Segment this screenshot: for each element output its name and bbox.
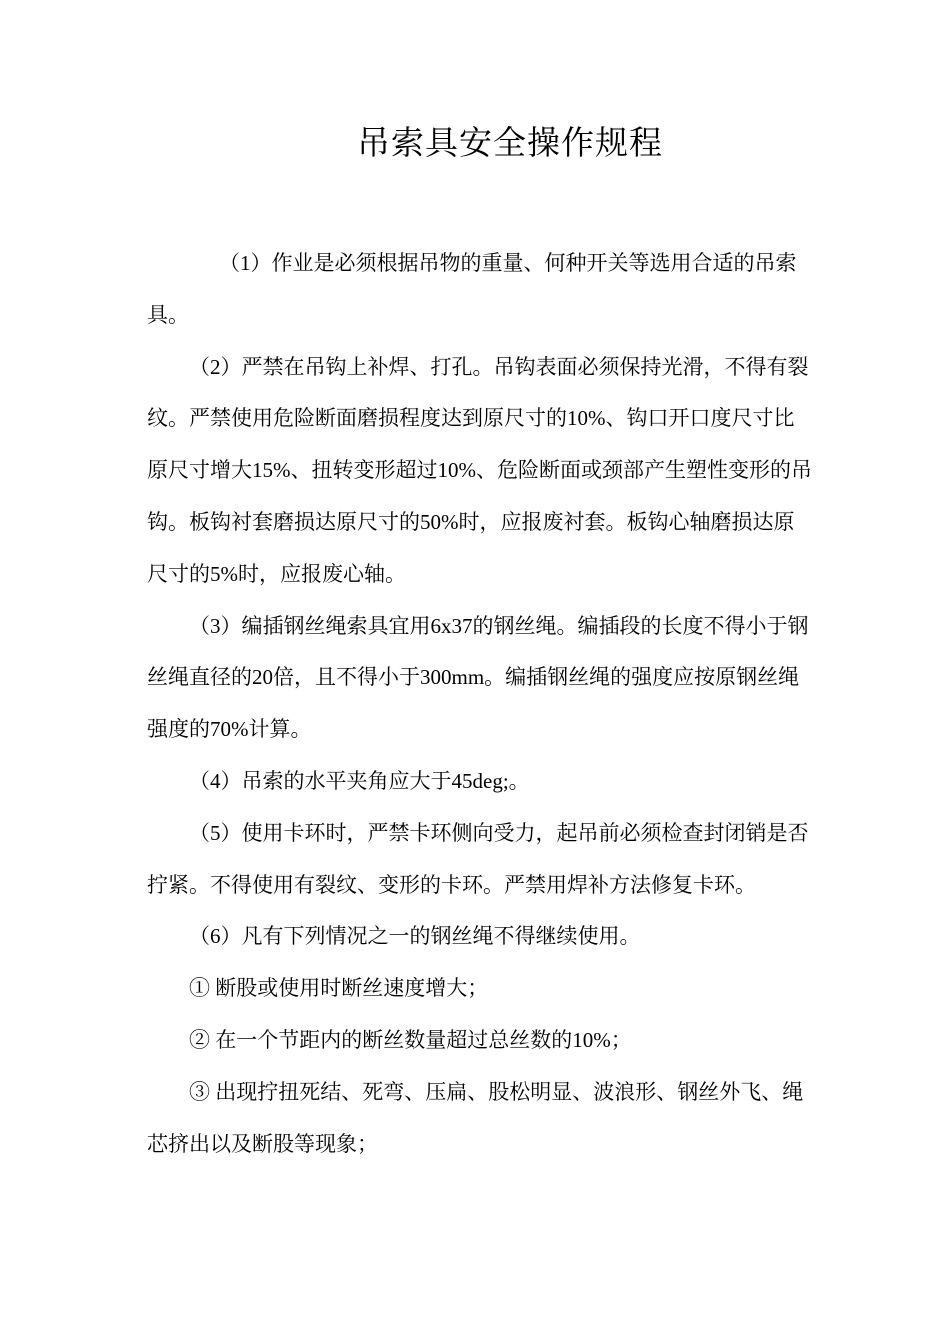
document-title: 吊索具安全操作规程 bbox=[357, 126, 663, 162]
paragraph-5: （5）使用卡环时，严禁卡环侧向受力，起吊前必须检查封闭销是否拧紧。不得使用有裂纹、变形的卡环。严禁用焊补方法修复卡环。 bbox=[147, 820, 809, 897]
list-item-1: ① 断股或使用时断丝速度增大； bbox=[189, 976, 489, 1001]
paragraph-1: （1）作业是必须根据吊物的重量、何种开关等选用合适的吊索具。 bbox=[147, 251, 797, 327]
paragraph-6: （6）凡有下列情况之一的钢丝绳不得继续使用。 bbox=[189, 924, 641, 949]
paragraph-2: （2）严禁在吊钩上补焊、打孔。吊钩表面必须保持光滑，不得有裂纹。严禁使用危险断面磨损程度达到原尺寸的10%、钩口开口度尺寸比原尺寸增大15%、扭转变形超过10%、危险断面或颈部产生塑性变形的吊钩。板钩衬套磨损达原尺寸的50%时，应报废衬套。板钩心轴磨损达原尺寸的5%时，应报废心轴。 bbox=[147, 354, 812, 586]
paragraph-4: （4）吊索的水平夹角应大于45deg;。 bbox=[189, 768, 530, 793]
list-item-3: ③ 出现拧扭死结、死弯、压扁、股松明显、波浪形、钢丝外飞、绳芯挤出以及断股等现象； bbox=[147, 1079, 804, 1156]
list-item-2: ② 在一个节距内的断丝数量超过总丝数的10%； bbox=[189, 1027, 632, 1052]
document-body bbox=[147, 238, 812, 1170]
paragraph-3: （3）编插钢丝绳索具宜用6x37的钢丝绳。编插段的长度不得小于钢丝绳直径的20倍，且不得小于300mm。编插钢丝绳的强度应按原钢丝绳强度的70%计算。 bbox=[147, 613, 809, 742]
